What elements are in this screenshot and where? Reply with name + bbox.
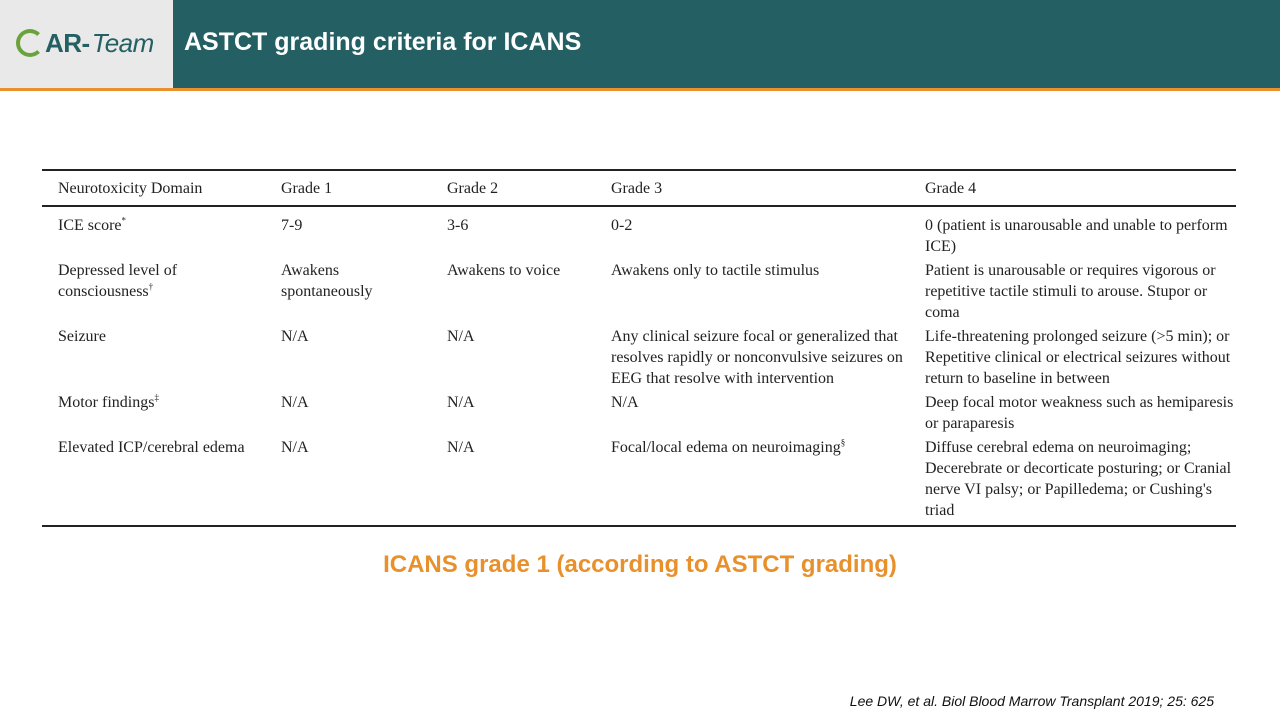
icans-grading-table — [42, 169, 1236, 527]
row-grade-2: N/A — [447, 328, 475, 345]
row-grade-2: N/A — [447, 394, 475, 411]
row-grade-3: 0-2 — [611, 217, 633, 234]
row-grade-4: Patient is unarousable or requires vigorous or repetitive tactile stimuli to arouse. Stupor or coma — [925, 262, 1216, 321]
column-header-grade-3: Grade 3 — [611, 180, 663, 197]
row-grade-4: Life-threatening prolonged seizure (>5 min); or Repetitive clinical or electrical seizures without return to baseline in between — [925, 328, 1231, 387]
row-grade-4: 0 (patient is unarousable and unable to perform ICE) — [925, 217, 1228, 255]
column-header-grade-2: Grade 2 — [447, 180, 499, 197]
logo-c-ring-icon — [16, 29, 44, 57]
row-grade-1: N/A — [281, 439, 309, 456]
table-row — [42, 260, 1236, 326]
column-header-grade-4: Grade 4 — [925, 180, 977, 197]
row-grade-1: N/A — [281, 394, 309, 411]
grade-caption: ICANS grade 1 (according to ASTCT grading) — [383, 551, 897, 578]
row-grade-3: Any clinical seizure focal or generalized that resolves rapidly or nonconvulsive seizures on EEG that resolve with intervention — [611, 328, 903, 387]
footnote-mark: * — [121, 215, 127, 226]
row-domain: Seizure — [58, 328, 106, 345]
table-row — [42, 206, 1236, 260]
row-domain: Motor findings‡ — [58, 392, 159, 411]
row-grade-3: N/A — [611, 394, 639, 411]
grading-table-container — [42, 169, 1236, 527]
logo-suffix: Team — [91, 27, 154, 58]
citation-text: Lee DW, et al. Biol Blood Marrow Transplant 2019; 25: 625 — [849, 693, 1214, 709]
row-grade-4: Deep focal motor weakness such as hemiparesis or paraparesis — [925, 394, 1234, 432]
row-grade-2: 3-6 — [447, 217, 469, 234]
slide-title: ASTCT grading criteria for ICANS — [184, 28, 582, 56]
row-grade-1: Awakens spontaneously — [281, 262, 373, 300]
row-grade-2: N/A — [447, 439, 475, 456]
row-domain: ICE score* — [58, 215, 127, 234]
car-team-logo — [16, 25, 154, 61]
table-row — [42, 437, 1236, 526]
footnote-mark: ‡ — [154, 392, 159, 403]
footnote-mark: † — [148, 281, 154, 292]
logo-prefix: AR- — [45, 27, 90, 58]
row-domain: Depressed level of consciousness† — [58, 262, 178, 300]
row-grade-3: Focal/local edema on neuroimaging§ — [611, 437, 846, 456]
table-header-row — [42, 170, 1236, 206]
header-accent-line — [0, 88, 1280, 91]
column-header-domain: Neurotoxicity Domain — [58, 180, 203, 197]
table-row — [42, 326, 1236, 392]
row-grade-4: Diffuse cerebral edema on neuroimaging; Decerebrate or decorticate posturing; or Cranial nerve VI palsy; or Papilledema; or Cushing's triad — [925, 439, 1232, 519]
row-domain: Elevated ICP/cerebral edema — [58, 439, 245, 456]
row-grade-3: Awakens only to tactile stimulus — [611, 262, 820, 279]
row-grade-1: 7-9 — [281, 217, 303, 234]
table-row — [42, 392, 1236, 437]
row-grade-1: N/A — [281, 328, 309, 345]
column-header-grade-1: Grade 1 — [281, 180, 333, 197]
logo-panel — [0, 0, 173, 88]
row-grade-2: Awakens to voice — [447, 262, 561, 279]
